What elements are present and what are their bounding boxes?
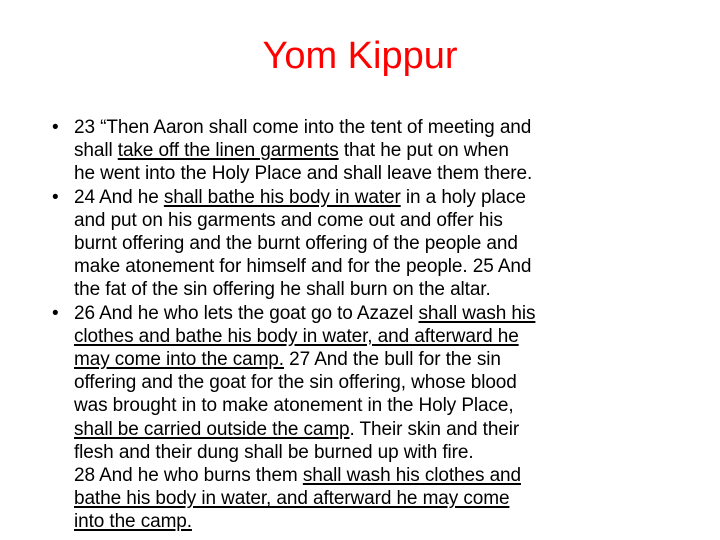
text-segment: in a holy place	[400, 186, 526, 208]
text-segment: make atonement for himself and for the people. 25 And	[74, 256, 532, 278]
bullet-line	[74, 487, 670, 510]
text-segment: flesh and their dung shall be burned up with fire.	[74, 441, 474, 463]
bullet-item	[52, 186, 670, 302]
underlined-text: shall wash his clothes and	[302, 465, 521, 487]
bullet-list	[52, 116, 670, 534]
bullet-line	[74, 441, 670, 464]
text-segment: 26 And he who lets the goat go to Azazel	[74, 302, 419, 324]
bullet-line	[74, 510, 670, 533]
text-segment: offering and the goat for the sin offering, whose blood	[74, 372, 517, 394]
underlined-text: shall wash his	[418, 302, 536, 324]
text-segment: he went into the Holy Place and shall leave them there.	[74, 163, 533, 185]
text-segment: . Their skin and their	[349, 418, 520, 440]
bullet-item	[52, 116, 670, 186]
bullet-line	[74, 232, 670, 255]
text-segment: 23 “Then Aaron shall come into the tent of meeting and	[74, 117, 532, 138]
bullet-line	[74, 394, 670, 417]
bullet-line	[74, 302, 670, 325]
bullet-line	[74, 278, 670, 301]
bullet-dot-icon: •	[52, 302, 59, 324]
bullet-line	[74, 162, 670, 185]
bullet-line	[74, 371, 670, 394]
text-segment: burnt offering and the burnt offering of the people and	[74, 233, 518, 255]
bullet-dot-icon: •	[52, 186, 59, 208]
text-segment: and put on his garments and come out and offer his	[74, 209, 503, 231]
text-segment: 27 And the bull for the sin	[283, 349, 501, 371]
text-segment: 28 And he who burns them	[74, 465, 303, 487]
bullet-item	[52, 302, 670, 534]
underlined-text: take off the linen garments	[117, 140, 339, 162]
text-segment: shall	[74, 140, 118, 162]
bullet-line	[74, 464, 670, 487]
underlined-text: shall be carried outside the camp	[74, 418, 350, 440]
underlined-text: clothes and bathe his body in water, and afterward he	[74, 325, 519, 347]
text-segment: was brought in to make atonement in the Holy Place,	[74, 395, 514, 417]
slide-title: Yom Kippur	[262, 35, 458, 77]
text-segment: that he put on when	[338, 140, 509, 162]
bullet-dot-icon: •	[52, 117, 59, 138]
underlined-text: bathe his body in water, and afterward he may come	[74, 488, 510, 510]
text-segment: 24 And he	[74, 186, 164, 208]
bullet-line	[74, 209, 670, 232]
bullet-line	[74, 418, 670, 441]
bullet-line	[74, 255, 670, 278]
underlined-text: shall bathe his body in water	[163, 186, 401, 208]
bullet-line	[74, 348, 670, 371]
bullet-line	[74, 325, 670, 348]
text-segment: the fat of the sin offering he shall burn on the altar.	[74, 279, 491, 301]
bullet-line	[74, 139, 670, 162]
bullet-line	[74, 186, 670, 209]
underlined-text: into the camp.	[74, 511, 192, 533]
underlined-text: may come into the camp.	[74, 349, 284, 371]
bullet-line	[74, 116, 670, 139]
